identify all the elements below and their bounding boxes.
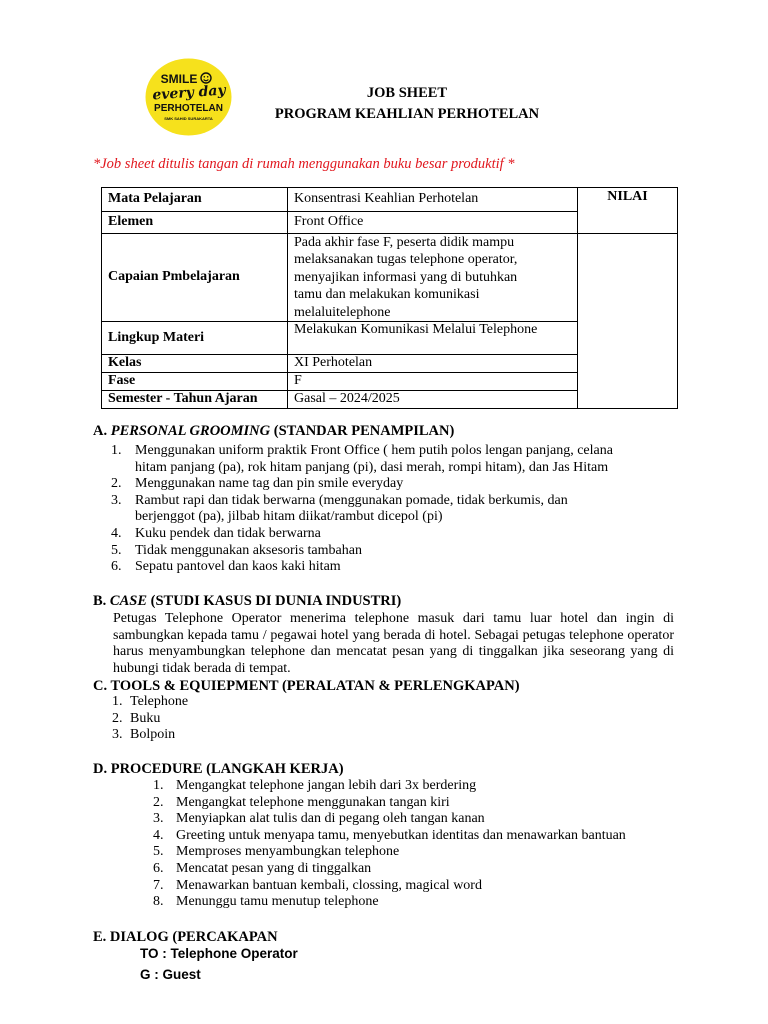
list-item: [153, 811, 676, 828]
list-item: [111, 525, 680, 543]
section-a-heading: [93, 423, 454, 440]
page-title: JOB SHEET: [366, 85, 448, 101]
row-value-lingkup: Melakukan Komunikasi Melalui Telephone: [288, 322, 578, 355]
capaian-line: melaksanakan tugas telephone operator,: [294, 252, 518, 268]
row-label-mata-pelajaran: Mata Pelajaran: [102, 188, 288, 212]
list-item: [153, 827, 676, 845]
list-text: Buku: [130, 710, 161, 726]
list-item: [111, 542, 680, 560]
list-line: Tidak menggunakan aksesoris tambahan: [135, 542, 362, 558]
list-text: Memproses menyambungkan telephone: [176, 844, 400, 860]
list-item: [112, 710, 430, 728]
list-text: Telephone: [130, 694, 189, 709]
list-item: [153, 778, 676, 795]
list-number: 2.: [112, 710, 123, 726]
nilai-score-cell: [578, 234, 678, 409]
list-text: Mencatat pesan yang di tinggalkan: [176, 860, 372, 876]
list-number: 1.: [153, 778, 164, 793]
section-c-heading: C. TOOLS & EQUIEPMENT (PERALATAN & PERLENGKAPAN): [93, 678, 520, 694]
list-number: 5.: [153, 844, 164, 860]
list-item: [112, 694, 430, 711]
row-value-mata-pelajaran: Konsentrasi Keahlian Perhotelan: [288, 188, 578, 212]
page-subtitle: PROGRAM KEAHLIAN PERHOTELAN: [274, 106, 540, 122]
list-number: 7.: [153, 877, 164, 893]
section-b-letter: B.: [93, 593, 107, 609]
list-text: Menyiapkan alat tulis dan di pegang oleh tangan kanan: [176, 811, 485, 827]
section-b-title-rest: (STUDI KASUS DI DUNIA INDUSTRI): [150, 593, 402, 609]
dialog-role-telephone-operator: TO : Telephone Operator: [140, 946, 298, 961]
list-text: Mengangkat telephone menggunakan tangan kiri: [176, 794, 450, 810]
list-item: [112, 727, 430, 744]
list-item: [153, 844, 676, 861]
case-paragraph: Petugas Telephone Operator menerima telephone masuk dari tamu luar hotel dan ingin di sambungkan kepada tamu / pegawai hotel yang berada di hotel. Sebagai petugas telephone operator harus menyambungkan telephone dan mencatat pesan yang di tinggalkan jika seseorang yang di hubungi tidak berada di tempat.: [113, 611, 674, 676]
row-label-lingkup: Lingkup Materi: [102, 322, 288, 355]
section-e-heading: E. DIALOG (PERCAKAPAN: [93, 929, 278, 945]
section-b-italic-title: CASE: [109, 593, 148, 609]
row-label-kelas: Kelas: [102, 355, 288, 373]
row-label-capaian: Capaian Pmbelajaran: [102, 234, 288, 322]
logo-smile-text: SMILE: [160, 72, 198, 86]
list-number: 2.: [111, 476, 122, 492]
row-label-elemen: Elemen: [102, 212, 288, 234]
list-text: Bolpoin: [130, 727, 176, 743]
list-text: Menawarkan bantuan kembali, clossing, magical word: [176, 877, 482, 893]
logo-everyday-text: every day: [151, 82, 227, 104]
list-line: Menggunakan uniform praktik Front Office ( hem putih polos lengan panjang, celana: [135, 443, 613, 458]
section-b-heading: [93, 593, 401, 610]
nilai-header: NILAI: [578, 188, 678, 234]
row-value-fase: F: [288, 373, 578, 391]
list-line: berjenggot (pa), jilbab hitam diikat/rambut dicepol (pi): [135, 509, 443, 525]
list-line: Rambut rapi dan tidak berwarna (menggunakan pomade, tidak berkumis, dan: [135, 492, 568, 508]
row-value-capaian: [288, 234, 578, 322]
row-value-elemen: Front Office: [288, 212, 578, 234]
table-row: [102, 188, 678, 212]
smile-everyday-logo: [145, 58, 232, 136]
list-number: 4.: [111, 525, 122, 541]
list-number: 8.: [153, 894, 164, 910]
list-text: Greeting untuk menyapa tamu, menyebutkan identitas dan menawarkan bantuan: [176, 827, 626, 843]
list-number: 3.: [153, 811, 164, 827]
capaian-line: tamu dan melakukan komunikasi: [294, 287, 480, 303]
list-item: [153, 877, 676, 895]
row-label-fase: Fase: [102, 373, 288, 391]
list-item: [153, 794, 676, 812]
tools-list: [112, 694, 430, 744]
procedure-list: [153, 778, 676, 911]
dialog-role-guest: G : Guest: [140, 967, 201, 982]
list-number: 1.: [112, 694, 123, 709]
capaian-line: Pada akhir fase F, peserta didik mampu: [294, 235, 515, 250]
section-a-letter: A.: [93, 423, 108, 439]
list-number: 3.: [112, 727, 123, 743]
list-number: 1.: [111, 443, 122, 458]
capaian-line: menyajikan informasi yang di butuhkan: [294, 269, 518, 285]
list-number: 3.: [111, 492, 122, 508]
section-a-title-rest: (STANDAR PENAMPILAN): [273, 423, 455, 439]
list-line: hitam panjang (pa), rok hitam panjang (pi), dasi merah, rompi hitam), dan Jas Hitam: [135, 459, 609, 475]
section-a-italic-title: PERSONAL GROOMING: [110, 423, 271, 439]
grooming-list: [111, 443, 680, 576]
logo-school-text: SMK SAHID SURAKARTA: [164, 116, 213, 121]
list-number: 2.: [153, 794, 164, 810]
list-item: [153, 894, 676, 911]
row-value-semester: Gasal – 2024/2025: [288, 390, 578, 408]
list-item: [111, 443, 680, 476]
logo-perhotelan-text: PERHOTELAN: [154, 103, 223, 114]
section-d-heading: D. PROCEDURE (LANGKAH KERJA): [93, 761, 344, 777]
list-number: 6.: [153, 860, 164, 876]
row-label-semester: Semester - Tahun Ajaran: [102, 390, 288, 408]
list-text: Menunggu tamu menutup telephone: [176, 894, 379, 910]
row-value-kelas: XI Perhotelan: [288, 355, 578, 373]
list-number: 6.: [111, 559, 122, 575]
table-row: [102, 234, 678, 322]
list-item: [153, 860, 676, 878]
handwriting-note: *Job sheet ditulis tangan di rumah menggunakan buku besar produktif *: [93, 156, 515, 172]
capaian-line: melaluitelephone: [294, 304, 391, 320]
list-number: 4.: [153, 827, 164, 843]
list-line: Menggunakan name tag dan pin smile everyday: [135, 476, 404, 492]
list-number: 5.: [111, 542, 122, 558]
list-line: Sepatu pantovel dan kaos kaki hitam: [135, 559, 341, 575]
list-line: Kuku pendek dan tidak berwarna: [135, 525, 321, 541]
list-item: [111, 476, 680, 493]
list-item: [111, 559, 680, 576]
list-text: Mengangkat telephone jangan lebih dari 3x berdering: [176, 778, 477, 793]
course-info-table: [101, 187, 678, 409]
list-item: [111, 492, 680, 526]
